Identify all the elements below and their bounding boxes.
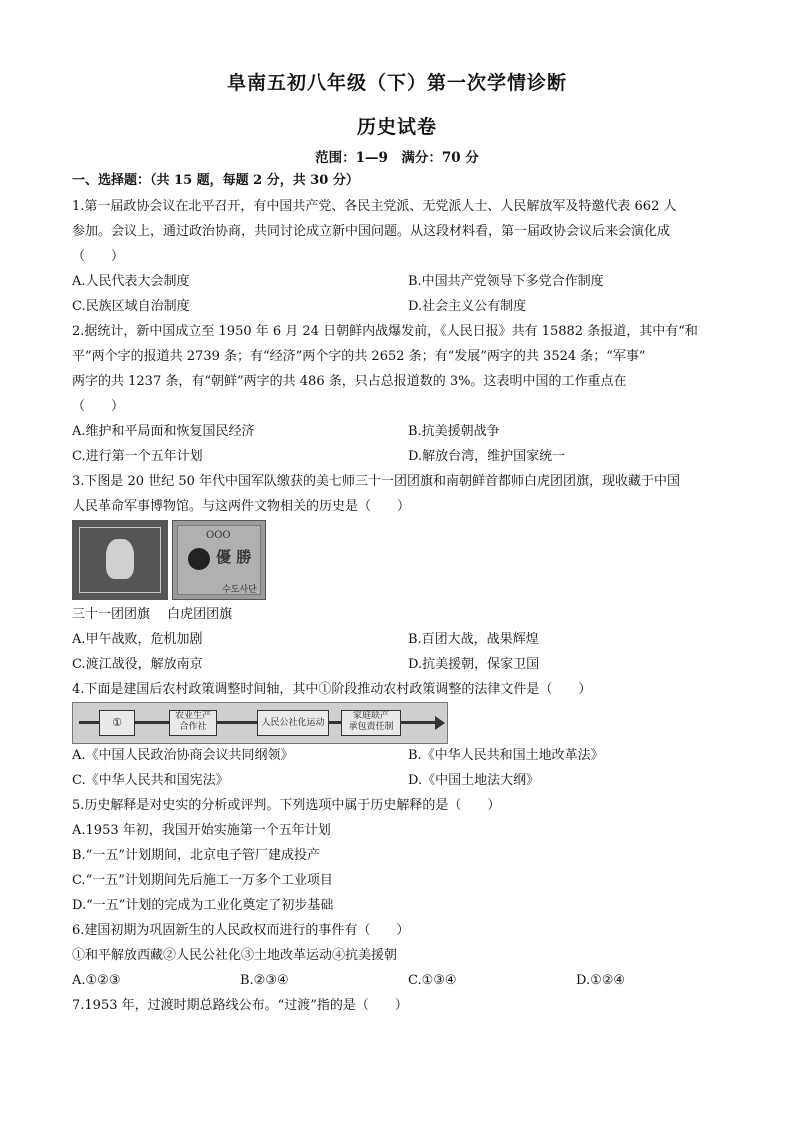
question-2-option-d[interactable]: D.解放台湾，维护国家统一 — [408, 449, 566, 464]
flag-white-tiger-regiment-image — [172, 520, 266, 600]
question-3-caption: 三十一团团旗 白虎团团旗 — [72, 607, 233, 622]
question-3-line-2: 人民革命军事博物馆。与这两件文物相关的历史是（ ） — [72, 499, 411, 514]
eagle-emblem-icon — [106, 539, 134, 579]
question-1-option-b[interactable]: B.中国共产党领导下多党合作制度 — [408, 274, 604, 289]
question-2-option-a[interactable]: A.维护和平局面和恢复国民经济 — [72, 424, 255, 439]
taegeuk-emblem-icon — [188, 548, 210, 570]
policy-timeline — [72, 702, 448, 744]
question-1-line-2: 参加。会议上，通过政治协商，共同讨论成立新中国问题。从这段材料看，第一届政协会议后来会演化成 — [72, 224, 671, 239]
question-1-line-3: （ ） — [72, 249, 125, 264]
question-6-option-c[interactable]: C.①③④ — [408, 973, 457, 988]
question-4-option-a[interactable]: A.《中国人民政治协商会议共同纲领》 — [72, 748, 294, 763]
timeline-box-3: 人民公社化运动 — [257, 710, 329, 736]
question-6-option-b[interactable]: B.②③④ — [240, 973, 289, 988]
question-3-option-b[interactable]: B.百团大战，战果辉煌 — [408, 632, 539, 647]
question-5-line-1: 5.历史解释是对史实的分析或评判。下列选项中属于历史解释的是（ ） — [72, 798, 501, 813]
question-2-line-4: （ ） — [72, 399, 125, 414]
question-4-option-d[interactable]: D.《中国土地法大纲》 — [408, 773, 540, 788]
flag-31st-regiment-image — [72, 520, 168, 600]
question-3-option-a[interactable]: A.甲午战败，危机加剧 — [72, 632, 203, 647]
question-4-line-1: 4.下面是建国后农村政策调整时间轴，其中①阶段推动农村政策调整的法律文件是（ ） — [72, 682, 592, 697]
question-4-option-b[interactable]: B.《中华人民共和国土地改革法》 — [408, 748, 604, 763]
flag-top-marks: OOO — [206, 530, 231, 541]
question-5-option-c[interactable]: C.“一五”计划期间先后施工一万多个工业项目 — [72, 873, 333, 888]
timeline-box-2: 农业生产 合作社 — [169, 710, 217, 736]
question-1-option-d[interactable]: D.社会主义公有制度 — [408, 299, 527, 314]
timeline-box-4: 家庭联产 承包责任制 — [341, 710, 401, 736]
timeline-box-1: ① — [99, 710, 135, 736]
exam-title: 阜南五初八年级（下）第一次学情诊断 — [226, 72, 567, 94]
question-1-line-1: 1.第一届政协会议在北平召开，有中国共产党、各民主党派、无党派人士、人民解放军及特邀代表 662 人 — [72, 199, 677, 214]
question-5-option-a[interactable]: A.1953 年初，我国开始实施第一个五年计划 — [72, 823, 331, 838]
question-5-option-d[interactable]: D.“一五”计划的完成为工业化奠定了初步基础 — [72, 898, 334, 913]
exam-info: 范围：1—9 满分：70 分 — [315, 150, 479, 166]
question-6-option-d[interactable]: D.①②④ — [576, 973, 626, 988]
flag-characters: 優 勝 — [216, 548, 252, 566]
question-5-option-b[interactable]: B.“一五”计划期间，北京电子管厂建成投产 — [72, 848, 320, 863]
flag-panel — [177, 525, 261, 595]
question-2-line-1: 2.据统计，新中国成立至 1950 年 6 月 24 日朝鲜内战爆发前，《人民日报》共有 15882 条报道，其中有“和 — [72, 324, 698, 339]
question-2-option-b[interactable]: B.抗美援朝战争 — [408, 424, 500, 439]
question-6-items: ①和平解放西藏②人民公社化③土地改革运动④抗美援朝 — [72, 948, 398, 963]
question-2-line-3: 两字的共 1237 条，有“朝鲜”两字的共 486 条，只占总报道数的 3%。这表明中国的工作重点在 — [72, 374, 627, 389]
flag-bottom-text: 수도사단 — [222, 585, 257, 595]
timeline-arrow-head-icon — [435, 716, 445, 730]
question-2-line-2: 平”两个字的报道共 2739 条；有“经济”两个字的共 2652 条；有“发展”两字的共 3524 条；“军事” — [72, 349, 646, 364]
question-3-option-c[interactable]: C.渡江战役，解放南京 — [72, 657, 203, 672]
question-2-option-c[interactable]: C.进行第一个五年计划 — [72, 449, 203, 464]
question-3-option-d[interactable]: D.抗美援朝，保家卫国 — [408, 657, 540, 672]
question-1-option-c[interactable]: C.民族区域自治制度 — [72, 299, 190, 314]
question-3-line-1: 3.下图是 20 世纪 50 年代中国军队缴获的美七师三十一团团旗和南朝鲜首都师白虎团团旗，现收藏于中国 — [72, 474, 681, 489]
question-6-line-1: 6.建国初期为巩固新生的人民政权而进行的事件有（ ） — [72, 923, 410, 938]
exam-subtitle: 历史试卷 — [356, 116, 437, 138]
section-heading: 一、选择题：（共 15 题，每题 2 分，共 30 分） — [72, 173, 359, 188]
question-1-option-a[interactable]: A.人民代表大会制度 — [72, 274, 190, 289]
question-4-option-c[interactable]: C.《中华人民共和国宪法》 — [72, 773, 229, 788]
question-7-line-1: 7.1953 年，过渡时期总路线公布。“过渡”指的是（ ） — [72, 998, 408, 1013]
question-6-option-a[interactable]: A.①②③ — [72, 973, 121, 988]
